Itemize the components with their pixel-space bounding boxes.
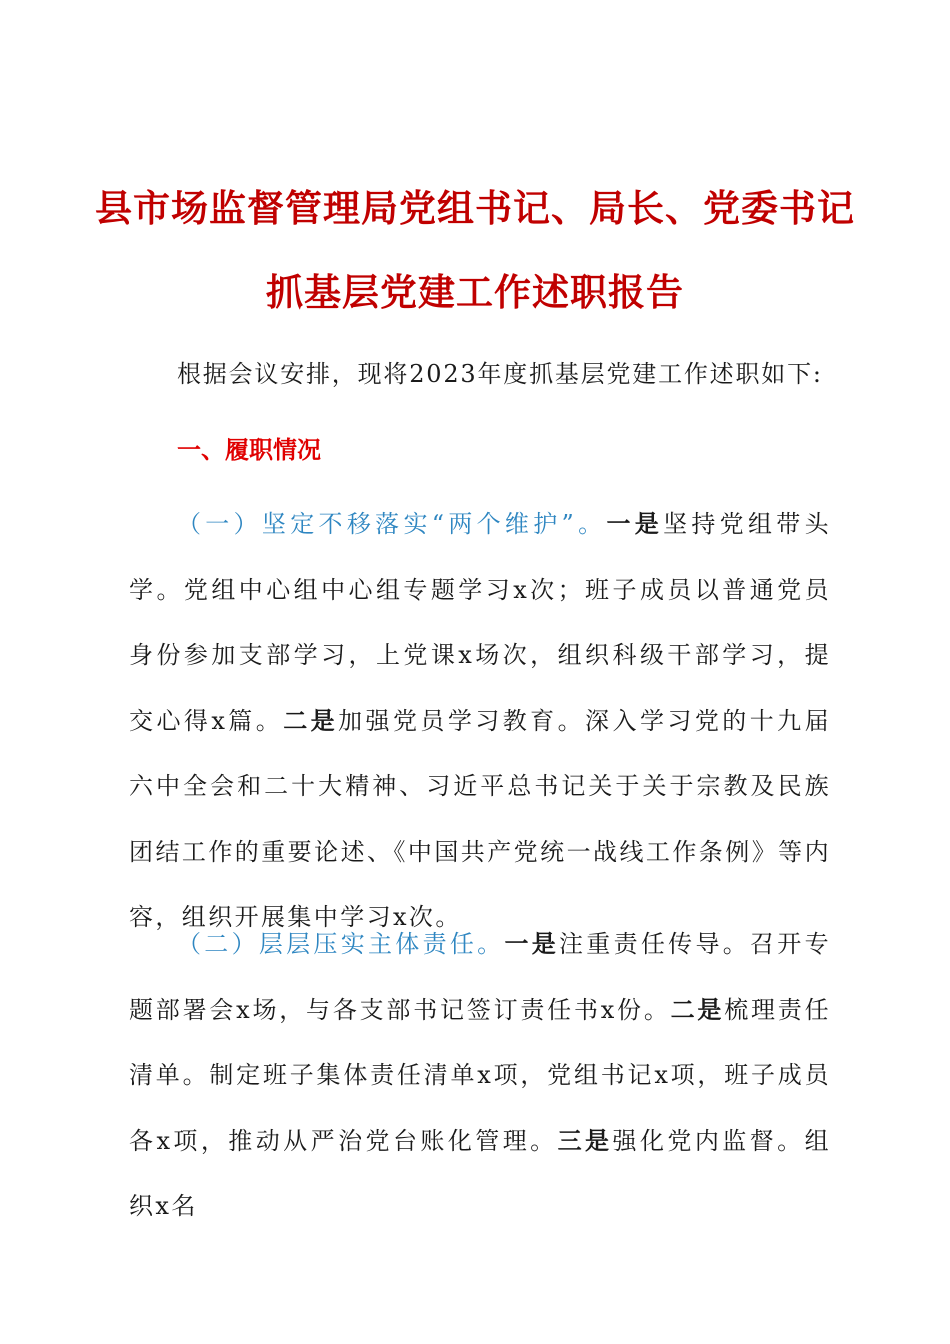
item-marker-second: 二是 (670, 995, 725, 1024)
subheading-main-responsibility: （二）层层压实主体责任。 (177, 930, 505, 958)
item-text-first: 坚持党组带头学。党组中心组中心组专题学习x次；班子成员以普通党员身份参加支部学习，上党课x场次，组织科级干部学习，提交心得x篇。 (129, 510, 831, 735)
item-marker-first: 一是 (504, 930, 560, 958)
item-text-third: 强化党内监督。组织x名 (129, 1126, 831, 1220)
intro-paragraph: 根据会议安排，现将2023年度抓基层党建工作述职如下: (177, 360, 823, 388)
item-marker-third: 三是 (557, 1126, 613, 1155)
item-text-first: 注重责任传导。召开专题部署会x场，与各支部书记签订责任书x份。 (129, 930, 831, 1024)
report-title-line-2: 抓基层党建工作述职报告 (266, 271, 684, 314)
item-text-second: 梳理责任清单。制定班子集体责任清单x项，党组书记x项，班子成员各x项，推动从严治党台账化管理。 (129, 995, 831, 1155)
paragraph-main-responsibility (129, 912, 831, 1240)
item-marker-second: 二是 (283, 706, 339, 735)
section-heading-performance: 一、履职情况 (177, 436, 321, 464)
item-marker-first: 一是 (606, 510, 664, 538)
subheading-two-safeguards: （一）坚定不移落实“两个维护”。 (177, 510, 607, 538)
paragraph-two-safeguards (129, 492, 831, 951)
item-text-second: 加强党员学习教育。深入学习党的十九届六中全会和二十大精神、习近平总书记关于关于宗教及民族团结工作的重要论述、《中国共产党统一战线工作条例》等内容，组织开展集中学习x次。 (129, 706, 831, 931)
report-title-line-1: 县市场监督管理局党组书记、局长、党委书记 (95, 187, 855, 230)
